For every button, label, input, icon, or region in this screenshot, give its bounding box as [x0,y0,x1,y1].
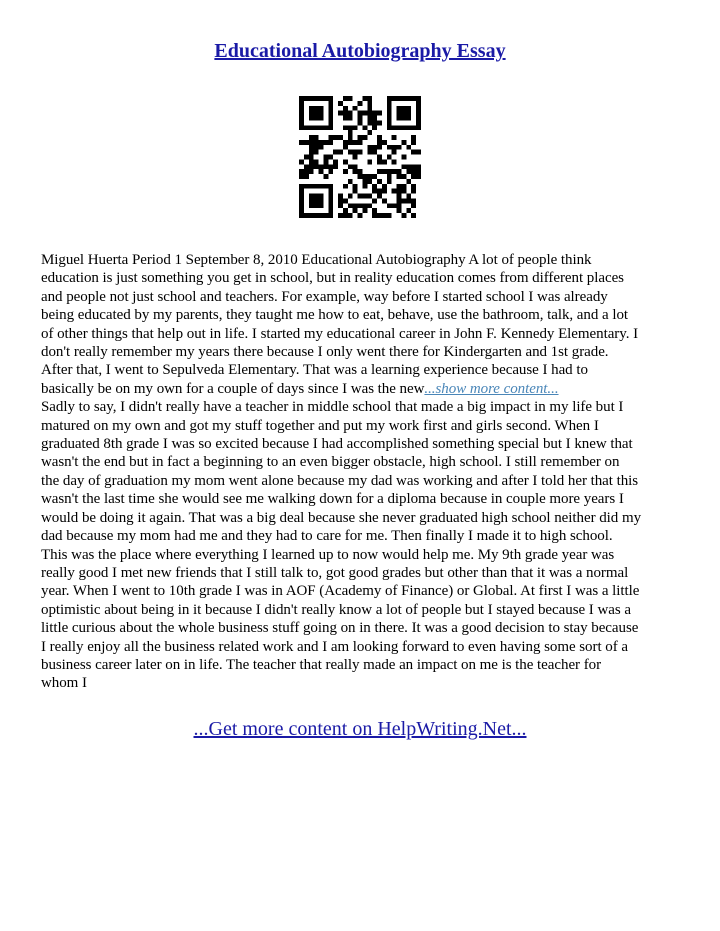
get-more-content-link[interactable]: ...Get more content on HelpWriting.Net... [193,718,527,740]
body-line: This was the place where everything I learned up to now would help me. My 9th grade year was [41,546,615,563]
body-line-text: basically be on my own for a couple of days since I was the new [41,380,425,397]
essay-body [41,251,683,693]
body-line: year. When I went to 10th grade I was in AOF (Academy of Finance) or Global. At first I was a little [41,583,640,600]
body-line: little curious about the whole business stuff going on in there. It was a good decision to stay because [41,620,639,637]
body-line: the day of graduation my mom went alone because my dad was working and after I told her that this [41,472,639,489]
body-line: Miguel Huerta Period 1 September 8, 2010 Educational Autobiography A lot of people think [41,252,592,268]
body-line: optimistic about being in it because I didn't really know a lot of people but I stayed because I was a [41,601,631,618]
body-line: wasn't the last time she would see me walking down for a diploma because in couple more years I [41,491,624,508]
body-line: would be doing it again. That was a big deal because she never graduated high school neither did my [41,509,642,526]
body-line: and people not just school and teachers. For example, way before I started school I was already [41,288,608,305]
qr-code-icon [299,96,421,218]
body-line: being educated by my parents, they taught me how to eat, behave, use the bathroom, talk, and a lot [41,307,629,324]
body-line: wasn't the end but in fact a beginning to an even bigger obstacle, high school. I still remember on [41,454,620,471]
body-line: business career later on in life. The teacher that really made an impact on me is the teacher for [41,656,602,673]
body-line: don't really remember my years there because I only went there for Kindergarten and 1st grade. [41,344,609,361]
body-line: really good I met new friends that I still talk to, got good grades but other than that it was a normal [41,564,629,581]
footer [0,716,720,742]
body-line-with-show-more [41,380,683,398]
body-line: matured on my own and got my stuff together and put my work first and girls second. When I [41,417,599,434]
body-line: dad because my mom had me and they had to care for me. Then finally I made it to high school. [41,528,613,545]
show-more-link[interactable]: ...show more content... [424,380,559,397]
body-line: I really enjoy all the business related work and I am looking forward to even having some sort of a [41,638,628,655]
body-line: education is just something you get in school, but in reality education comes from different places [41,270,624,287]
body-line: After that, I went to Sepulveda Elementary. That was a learning experience because I had to [41,362,588,379]
body-line: of other things that help out in life. I started my educational career in John F. Kennedy Elementary. I [41,325,639,342]
body-line: Sadly to say, I didn't really have a teacher in middle school that made a big impact in my life but I [41,399,624,416]
body-line: whom I [41,675,87,692]
body-line: graduated 8th grade I was so excited because I had accomplished something special but I knew that [41,436,633,453]
page-title [0,38,720,64]
title-link[interactable]: Educational Autobiography Essay [214,40,506,62]
